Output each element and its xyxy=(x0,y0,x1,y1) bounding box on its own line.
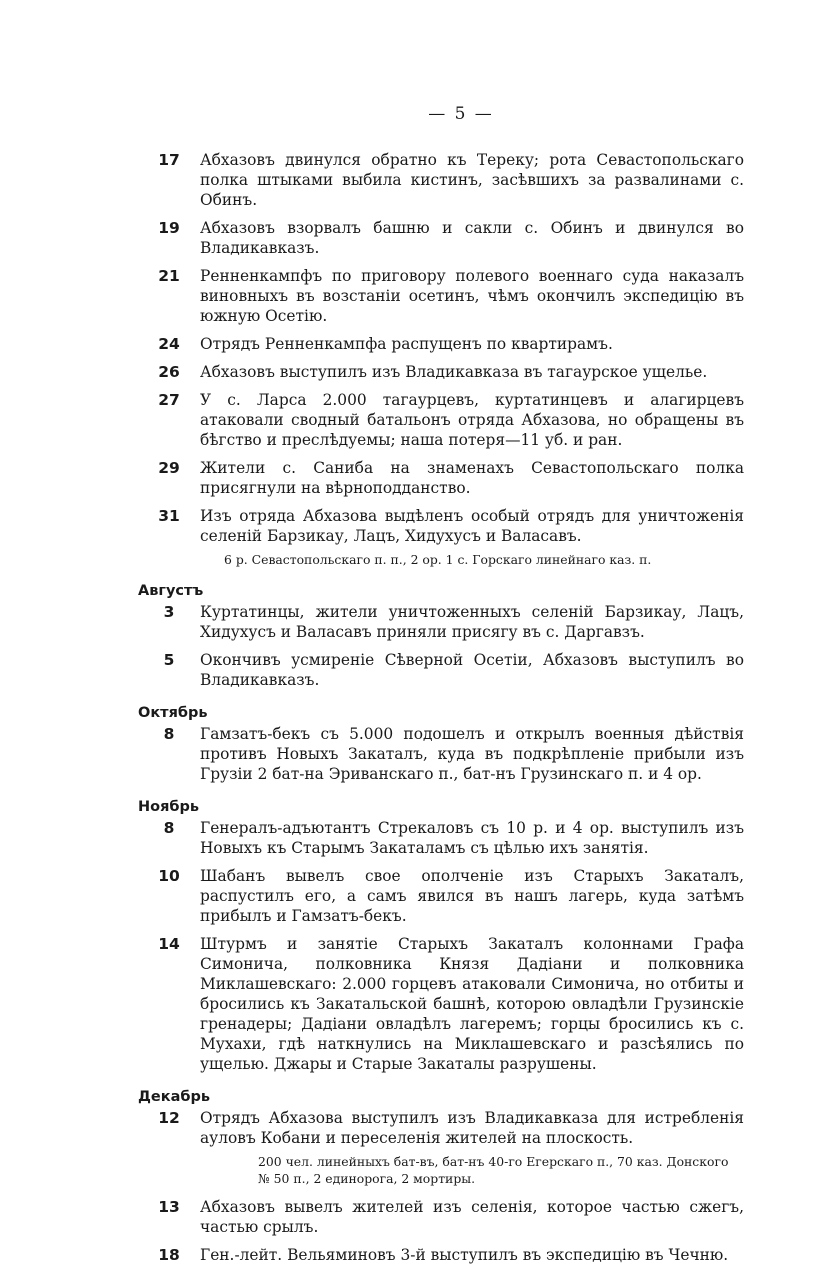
month-heading-october: Октябрь xyxy=(138,705,208,721)
entry xyxy=(138,1108,744,1148)
entry xyxy=(138,218,744,258)
entry-text: Шабанъ вывелъ свое ополченіе изъ Старыхъ Закаталъ, распустилъ его, а самъ явился въ нашъ лагерь, куда затѣмъ прибылъ и Гамзатъ-бекъ. xyxy=(200,867,744,925)
entry-text: Жители с. Санибa на знаменахъ Севастопольскаго полка присягнули на вѣрноподданство. xyxy=(200,459,744,497)
entry xyxy=(138,390,744,450)
entry xyxy=(138,506,744,546)
entry-text: Куртатинцы, жители уничтоженныхъ селеній Барзикау, Лацъ, Хидухусъ и Валасавъ приняли присягу въ с. Даргавзъ. xyxy=(200,603,744,641)
entry-day: 18 xyxy=(158,1246,180,1264)
entry-day: 8 xyxy=(163,725,175,743)
entry-text: Изъ отряда Абхазова выдѣленъ особый отрядъ для уничтоженія селеній Барзикау, Лацъ, Хидухусъ и Валасавъ. xyxy=(200,507,744,545)
entry-day: 3 xyxy=(163,603,175,621)
entry xyxy=(138,818,744,858)
entry-text: Отрядъ Абхазова выступилъ изъ Владикавказа для истребленія ауловъ Кобани и переселенія жителей на плоскость. xyxy=(200,1109,744,1147)
entry-day: 14 xyxy=(158,935,180,953)
entry xyxy=(138,266,744,326)
entries-block-july xyxy=(138,150,744,568)
entry-day: 13 xyxy=(158,1198,180,1216)
entry-text: Штурмъ и занятіе Старыхъ Закаталъ колоннами Графа Симонича, полковника Князя Дадіани и полковника Миклашевскаго: 2.000 горцевъ атаковали Симонича, но отбиты и бросились къ Закатальской башнѣ, которою овладѣли Грузинскіе гренадеры; Дадіани овладѣлъ лагеремъ; горцы бросились къ с. Мухахи, гдѣ наткнулись на Миклашевскаго и разсѣялись по ущелью. Джары и Старые Закаталы разрушены. xyxy=(200,935,744,1073)
page-number: — 5 — xyxy=(428,104,494,124)
entry-text: Абхазовъ двинулся обратно къ Тереку; рота Севастопольскаго полка штыками выбила кистинъ, засѣвшихъ за развалинами с. Обинъ. xyxy=(200,151,744,209)
entry-text: Окончивъ усмиреніе Сѣверной Осетіи, Абхазовъ выступилъ во Владикавказъ. xyxy=(200,651,744,689)
entry xyxy=(138,150,744,210)
entry xyxy=(138,458,744,498)
entry-day: 12 xyxy=(158,1109,180,1127)
entry-day: 31 xyxy=(158,507,180,525)
month-heading-december: Декабрь xyxy=(138,1089,211,1105)
entry xyxy=(138,1245,744,1265)
entry-text: Абхазовъ вывелъ жителей изъ селенія, которое частью сжегъ, частью срылъ. xyxy=(200,1198,744,1236)
entry-day: 24 xyxy=(158,335,180,353)
entry-day: 29 xyxy=(158,459,180,477)
entry xyxy=(138,866,744,926)
month-heading-august: Августъ xyxy=(138,583,204,599)
entry xyxy=(138,650,744,690)
entry-text: Гамзатъ-бекъ съ 5.000 подошелъ и открылъ военныя дѣйствія противъ Новыхъ Закаталъ, куда въ подкрѣпленіе прибыли изъ Грузіи 2 бат-на Эриванскаго п., бат-нъ Грузинскаго п. и 4 ор. xyxy=(200,725,744,783)
entry-day: 10 xyxy=(158,867,180,885)
entry xyxy=(138,934,744,1074)
entry-text: Отрядъ Ренненкампфа распущенъ по квартирамъ. xyxy=(200,335,613,353)
entry-day: 26 xyxy=(158,363,180,381)
entry-text: Ген.-лейт. Вельяминовъ 3-й выступилъ въ экспедицію въ Чечню. xyxy=(200,1246,729,1264)
entry xyxy=(138,1197,744,1237)
entry-text: Ренненкампфъ по приговору полевого военнаго суда наказалъ виновныхъ въ возстаніи осетинъ, чѣмъ окончилъ экспедицію въ южную Осетію. xyxy=(200,267,744,325)
entry-day: 5 xyxy=(163,651,175,669)
entry xyxy=(138,334,744,354)
entry xyxy=(138,602,744,642)
entry-day: 27 xyxy=(158,391,180,409)
entry-day: 21 xyxy=(158,267,180,285)
entry xyxy=(138,362,744,382)
entry-text: У с. Ларса 2.000 тагаурцевъ, куртатинцевъ и алагирцевъ атаковали сводный батальонъ отряда Абхазова, но обращены въ бѣгство и преслѣдуемы; наша потеря—11 уб. и ран. xyxy=(200,391,744,449)
entry-day: 8 xyxy=(163,819,175,837)
entry-text: Абхазовъ взорвалъ башню и сакли с. Обинъ и двинулся во Владикавказъ. xyxy=(200,219,744,257)
footnote: 200 чел. линейныхъ бат-въ, бат-нъ 40-го Егерскаго п., 70 каз. Донского № 50 п., 2 единорога, 2 мортиры. xyxy=(258,1154,729,1186)
entry-text: Генералъ-адъютантъ Стрекаловъ съ 10 р. и 4 ор. выступилъ изъ Новыхъ къ Старымъ Закаталамъ съ цѣлью ихъ занятія. xyxy=(200,819,744,857)
entry xyxy=(138,724,744,784)
footnote: 6 р. Севастопольскаго п. п., 2 ор. 1 с. Горскаго линейнаго каз. п. xyxy=(224,552,652,567)
entry-day: 17 xyxy=(158,151,180,169)
entry-text: Абхазовъ выступилъ изъ Владикавказа въ тагаурское ущелье. xyxy=(200,363,708,381)
entry-day: 19 xyxy=(158,219,180,237)
month-heading-november: Ноябрь xyxy=(138,799,200,815)
